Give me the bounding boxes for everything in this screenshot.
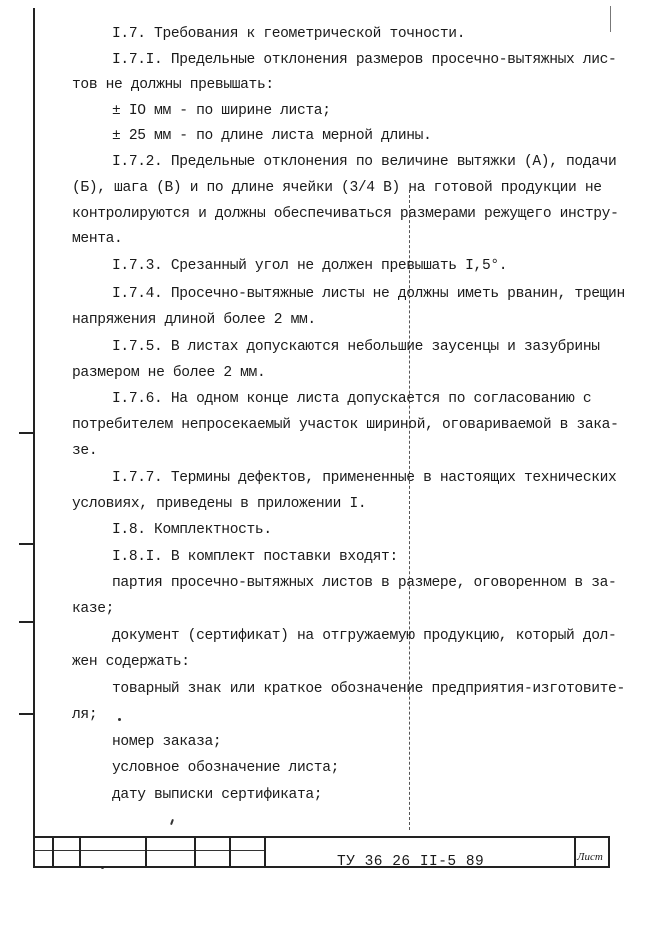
page-frame-right xyxy=(608,836,610,868)
page-frame-right-top xyxy=(610,6,611,32)
text-line: контролируются и должны обеспечиваться размерами режущего инстру- xyxy=(72,206,619,222)
text-line: потребителем непросекаемый участок шириной, оговариваемой в зака- xyxy=(72,417,619,433)
document-code: ТУ 36 26 II-5 89 xyxy=(337,854,485,870)
title-block-line xyxy=(229,836,231,868)
title-block-line xyxy=(79,836,81,868)
title-block-line xyxy=(194,836,196,868)
title-block-line xyxy=(264,836,266,868)
text-line: партия просечно-вытяжных листов в размере, оговоренном в за- xyxy=(112,575,617,591)
text-line: товарный знак или краткое обозначение предприятия-изготовите- xyxy=(112,681,625,697)
text-line: мента. xyxy=(72,231,123,247)
text-line: тов не должны превышать: xyxy=(72,77,274,93)
text-line: условиях, приведены в приложении I. xyxy=(72,496,367,512)
list-item: дату выписки сертификата; xyxy=(112,787,323,803)
text-line: I.7.I. Предельные отклонения размеров просечно-вытяжных лис- xyxy=(112,52,617,68)
ink-speck xyxy=(170,819,174,825)
list-item: номер заказа; xyxy=(112,734,222,750)
text-line: документ (сертификат) на отгружаемую продукцию, который дол- xyxy=(112,628,617,644)
list-item: условное обозначение листа; xyxy=(112,760,340,776)
title-block-line xyxy=(574,836,576,868)
text-line: I.7.3. Срезанный угол не должен превышать I,5°. xyxy=(112,258,508,274)
sheet-label: Лист xyxy=(577,851,603,863)
title-block-line xyxy=(33,866,610,868)
margin-tick xyxy=(19,713,33,715)
text-line: жен содержать: xyxy=(72,654,190,670)
ink-speck xyxy=(118,718,121,721)
margin-tick xyxy=(19,543,33,545)
page-frame-left xyxy=(33,8,35,868)
text-line: I.8.I. В комплект поставки входят: xyxy=(112,549,398,565)
margin-tick xyxy=(19,432,33,434)
title-block-line xyxy=(52,836,54,868)
text-line: I.7.4. Просечно-вытяжные листы не должны иметь рванин, трещин xyxy=(112,286,625,302)
title-block-line xyxy=(33,836,610,838)
section-heading: I.7. Требования к геометрической точности. xyxy=(112,26,466,42)
text-line: I.7.6. На одном конце листа допускается по согласованию с xyxy=(112,391,592,407)
text-line: I.7.7. Термины дефектов, примененные в настоящих технических xyxy=(112,470,617,486)
text-line: (Б), шага (В) и по длине ячейки (3/4 В) на готовой продукции не xyxy=(72,180,602,196)
section-heading: I.8. Комплектность. xyxy=(112,522,272,538)
text-line: размером не более 2 мм. xyxy=(72,365,266,381)
text-line: зе. xyxy=(72,443,98,459)
margin-tick xyxy=(19,621,33,623)
title-block-line xyxy=(145,836,147,868)
text-line: напряжения длиной более 2 мм. xyxy=(72,312,316,328)
list-item: ± IO мм - по ширине листа; xyxy=(112,103,331,119)
text-line: ля; xyxy=(72,707,98,723)
text-line: I.7.5. В листах допускаются небольшие заусенцы и зазубрины xyxy=(112,339,600,355)
list-item: ± 25 мм - по длине листа мерной длины. xyxy=(112,128,432,144)
text-line: I.7.2. Предельные отклонения по величине вытяжки (А), подачи xyxy=(112,154,617,170)
text-line: казе; xyxy=(72,601,115,617)
title-block-line xyxy=(33,850,266,851)
